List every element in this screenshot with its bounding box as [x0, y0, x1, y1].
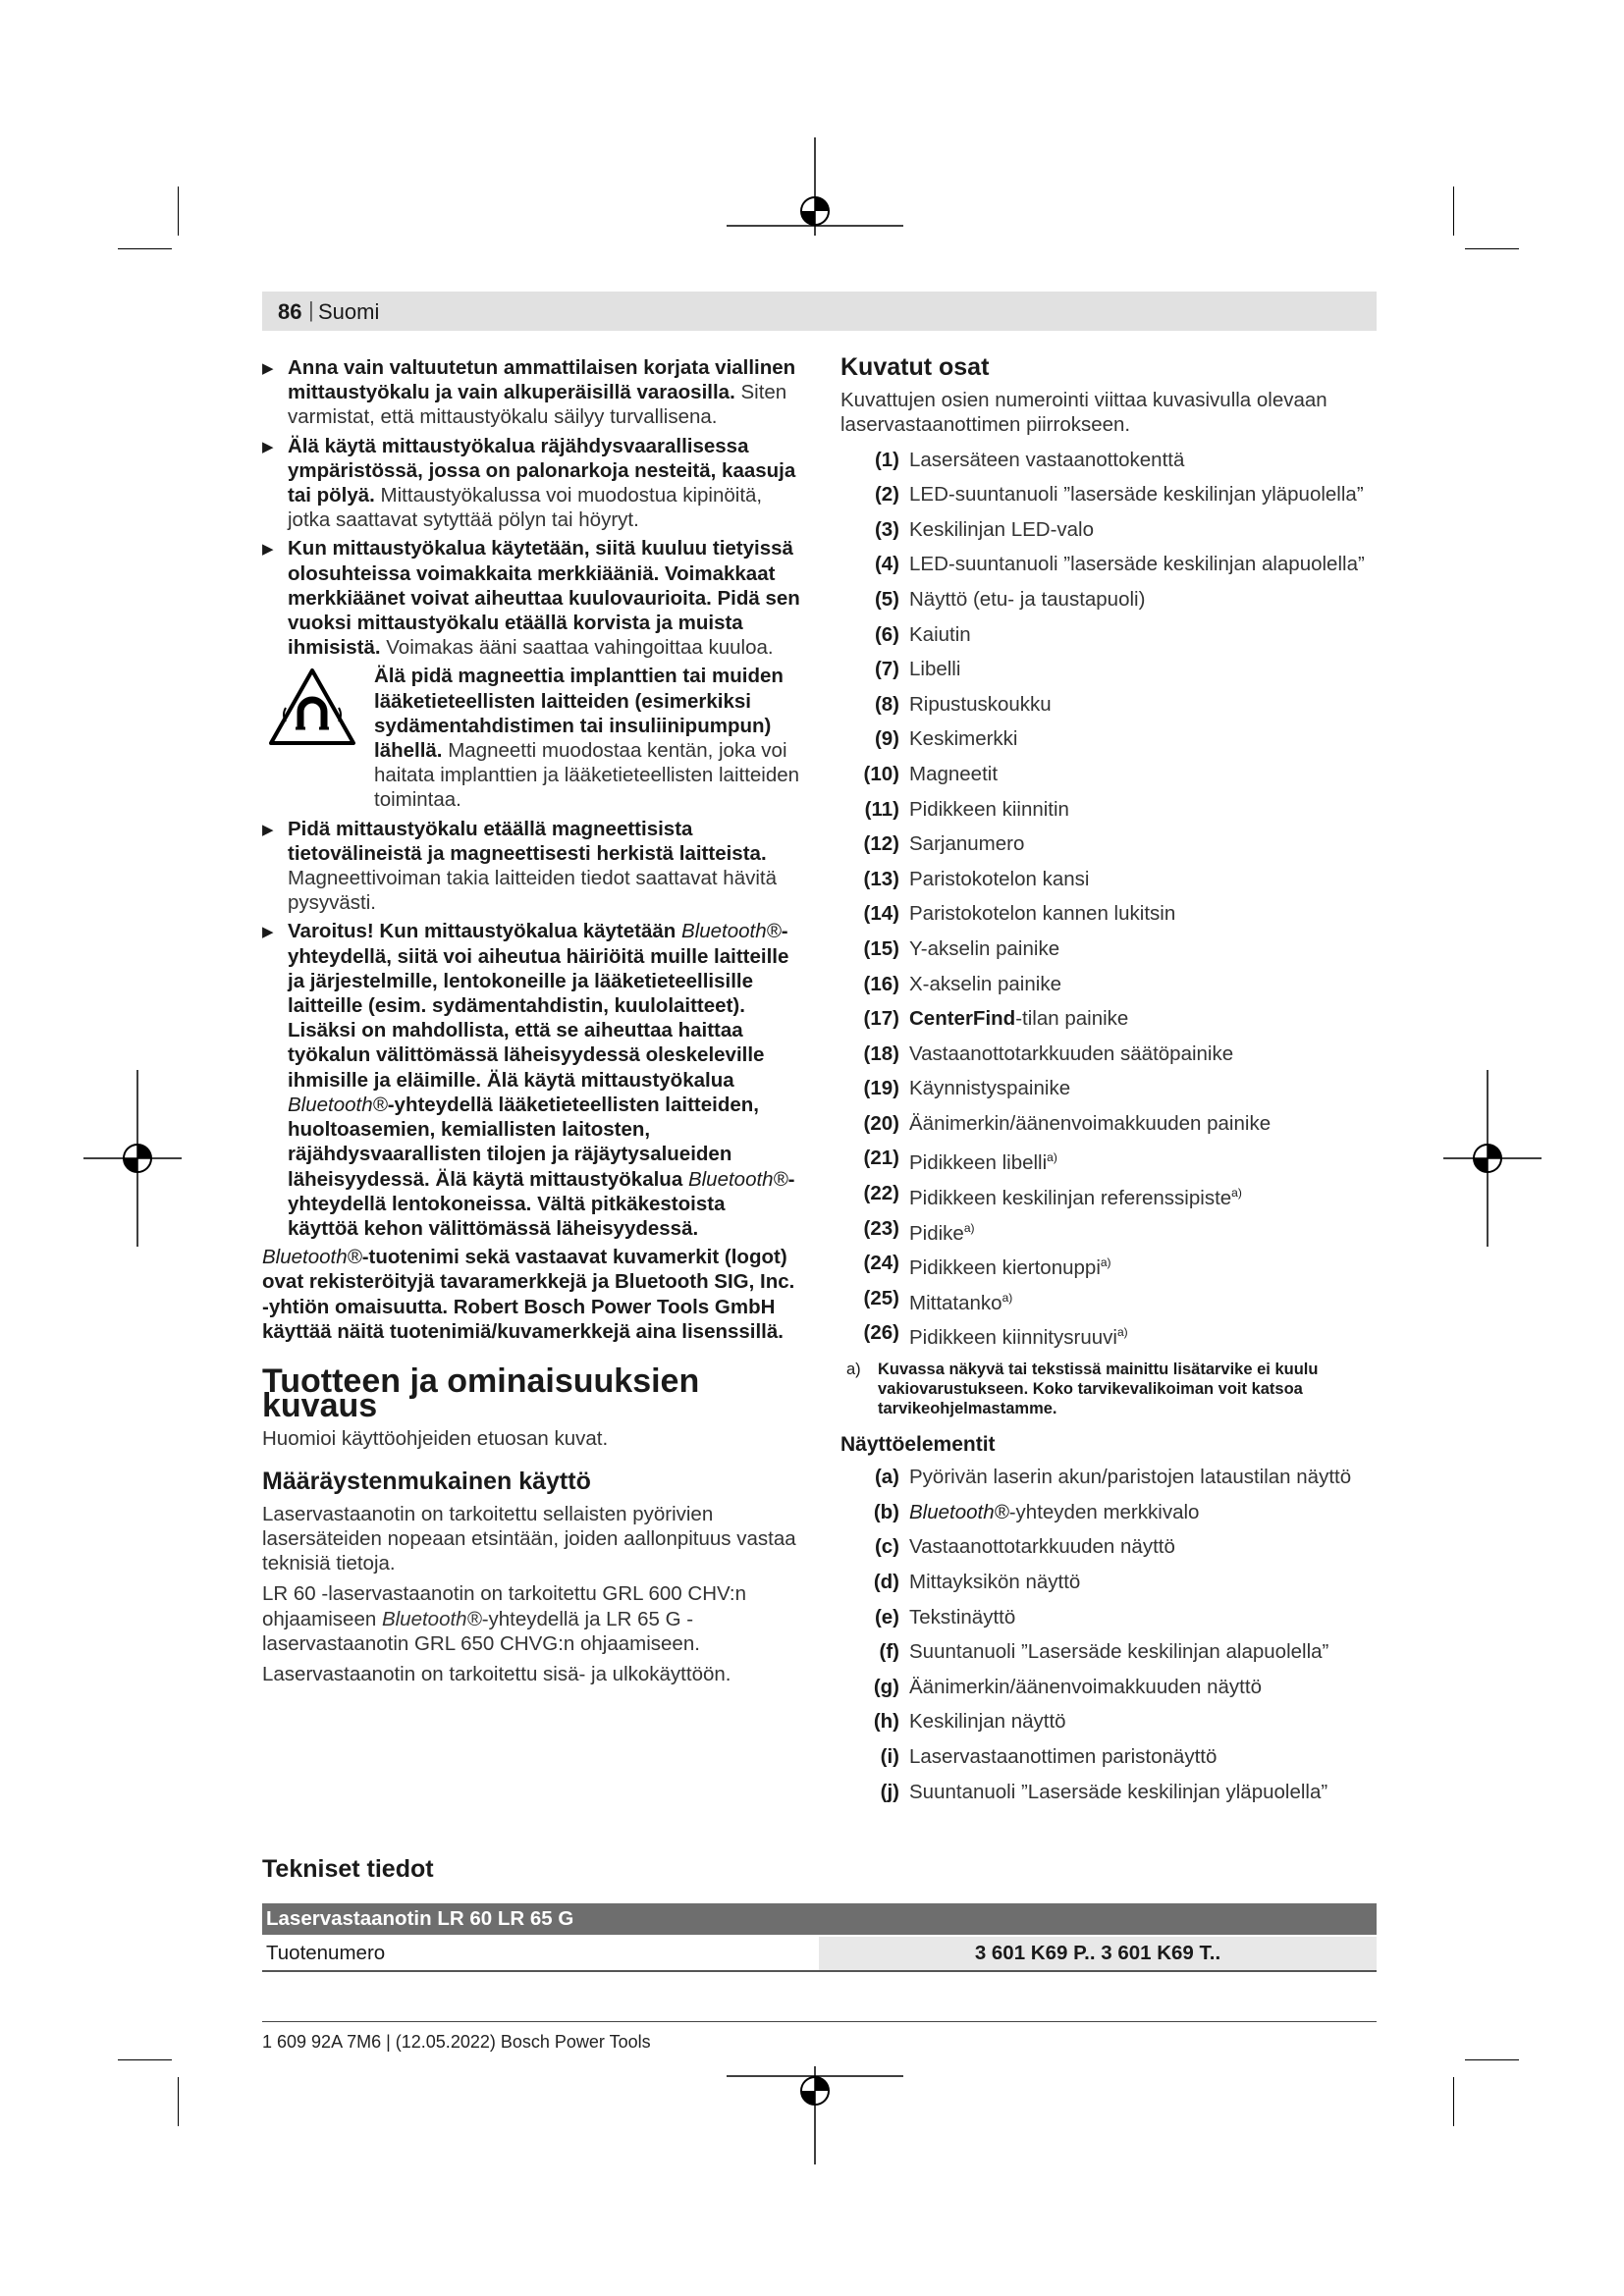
part-item	[840, 1006, 1377, 1041]
part-item	[840, 657, 1377, 692]
part-item	[840, 482, 1377, 517]
bluetooth-term: Bluetooth®	[909, 1500, 1009, 1523]
part-item	[840, 901, 1377, 936]
item-number: (1)	[874, 448, 899, 471]
display-item	[840, 1570, 1377, 1605]
item-label: Pidikkeen kiinnitin	[909, 797, 1069, 821]
crop-mark	[118, 2059, 172, 2060]
item-number: (d)	[873, 1571, 899, 1594]
tech-title: Tekniset tiedot	[262, 1855, 434, 1883]
bluetooth-term: Bluetooth®	[687, 1167, 788, 1191]
item-label: Mittatanko	[909, 1291, 1002, 1314]
item-number: (20)	[863, 1111, 899, 1135]
item-number: (26)	[863, 1321, 899, 1345]
item-number: (14)	[863, 902, 899, 926]
item-label: Keskilinjan LED-valo	[909, 517, 1095, 541]
item-label: Libelli	[909, 658, 961, 681]
display-item	[840, 1500, 1377, 1535]
display-item	[840, 1639, 1377, 1675]
item-number: (22)	[863, 1182, 899, 1205]
item-number: (25)	[863, 1286, 899, 1309]
part-item	[840, 1216, 1377, 1252]
crop-mark	[1465, 248, 1519, 249]
intended-use-text: -yhteydellä ja LR 65 G -laservastaanotin GRL 650 CHVG:n ohjaamiseen.	[262, 1607, 700, 1655]
table-row	[262, 1937, 1377, 1972]
bluetooth-warning	[262, 919, 800, 1241]
display-item	[840, 1675, 1377, 1710]
warning-text: Magneetti muodostaa kentän, joka voi haitata implanttien ja lääketieteellisten laitteiden toimintaa.	[374, 739, 800, 812]
safety-bullet	[262, 355, 800, 430]
item-number: (c)	[874, 1535, 899, 1559]
item-number: (e)	[874, 1605, 899, 1629]
part-item	[840, 867, 1377, 902]
page-number: 86	[278, 299, 302, 324]
crop-mark	[178, 187, 179, 236]
intended-use-text: LR 60 -laservastaanotin on tarkoitettu GRL 600 CHV:n ohjaamiseen	[262, 1582, 747, 1630]
item-label: Pidikkeen kiertonuppi	[909, 1256, 1101, 1280]
part-item	[840, 552, 1377, 587]
bt-warning-text: Varoitus! Kun mittaustyökalua käytetään	[288, 920, 682, 943]
item-number: (5)	[874, 587, 899, 611]
part-item	[840, 936, 1377, 972]
part-item	[840, 692, 1377, 727]
item-label: Äänimerkin/äänenvoimakkuuden näyttö	[909, 1675, 1262, 1698]
item-number: (j)	[880, 1780, 899, 1803]
safety-bullet	[262, 434, 800, 533]
crop-mark	[1465, 2059, 1519, 2060]
item-number: (h)	[873, 1710, 899, 1734]
item-number: (11)	[864, 797, 899, 821]
item-number: (f)	[879, 1640, 899, 1664]
part-item	[840, 797, 1377, 832]
item-number: (9)	[874, 727, 899, 751]
trademark-notice	[262, 1245, 800, 1344]
safety-bullet	[262, 536, 800, 660]
item-number: (g)	[873, 1675, 899, 1698]
part-item	[840, 1076, 1377, 1111]
item-label: Tekstinäyttö	[909, 1605, 1016, 1629]
part-item	[840, 517, 1377, 553]
item-label: Y-akselin painike	[909, 936, 1060, 960]
parts-title: Kuvatut osat	[840, 353, 990, 381]
bt-warning-text: -yhteydellä, siitä voi aiheutua häiriöitä muille laitteille ja järjestelmille, lentokoneille ja lääketieteellisille laitteille (esim. sydämentahdistin, kuulolaitteet). Lisäksi on mahdollista, että se aiheuttaa haittaa työkalun välittömässä läheisyydessä oleskeleville ihmisille ja eläimille. Älä käytä mittaustyökalua	[288, 920, 789, 1092]
item-label: Lasersäteen vastaanottokenttä	[909, 448, 1185, 471]
bullet-text: Siten varmistat, että mittaustyökalu säilyy turvallisena.	[288, 381, 787, 429]
item-footnote-ref: a)	[1231, 1186, 1242, 1201]
item-label: LED-suuntanuoli ”lasersäde keskilinjan yläpuolella”	[909, 483, 1364, 507]
product-title: Tuotteen ja ominaisuuksien kuvaus	[262, 1362, 700, 1425]
item-number: (19)	[863, 1077, 899, 1100]
part-item	[840, 1111, 1377, 1147]
registration-mark-bottom	[727, 2066, 903, 2164]
part-item	[840, 587, 1377, 622]
part-item	[840, 726, 1377, 762]
intended-use-p2	[262, 1581, 800, 1656]
crop-mark	[1453, 2077, 1454, 2126]
part-item	[840, 448, 1377, 483]
item-label: Pyörivän laserin akun/paristojen lataustilan näyttö	[909, 1466, 1352, 1489]
intended-use-title: Määräystenmukainen käyttö	[262, 1467, 591, 1495]
crop-mark	[1453, 187, 1454, 236]
bullet-bold: Kun mittaustyökalua käytetään, siitä kuuluu tietyissä olosuhteissa voimakkaita merkkiääniä. Voimakkaat merkkiäänet voivat aiheuttaa kuulovaurioita. Pidä sen vuoksi mittaustyökalu etäällä korvista ja muista ihmisistä.	[288, 537, 800, 660]
item-label: Keskilinjan näyttö	[909, 1710, 1066, 1734]
item-number: (13)	[863, 867, 899, 890]
item-label: Suuntanuoli ”Lasersäde keskilinjan alapuolella”	[909, 1640, 1329, 1664]
footnote	[840, 1360, 1377, 1418]
item-label: -yhteyden merkkivalo	[1008, 1500, 1200, 1523]
item-number: (8)	[874, 692, 899, 716]
item-label: Mittayksikön näyttö	[909, 1571, 1081, 1594]
item-number: (21)	[863, 1147, 899, 1170]
part-item	[840, 762, 1377, 797]
table-row-value: 3 601 K69 P.. 3 601 K69 T..	[819, 1937, 1377, 1970]
item-label: Käynnistyspainike	[909, 1077, 1071, 1100]
item-number: (18)	[863, 1041, 899, 1065]
parts-list	[840, 448, 1377, 1356]
item-number: (15)	[863, 936, 899, 960]
item-number: (16)	[863, 972, 899, 995]
item-number: (a)	[874, 1466, 899, 1489]
display-item	[840, 1465, 1377, 1500]
bluetooth-term: Bluetooth®	[381, 1607, 482, 1630]
item-label: Pidikkeen libelli	[909, 1151, 1048, 1175]
part-item	[840, 1286, 1377, 1321]
bullet-bold: Anna vain valtuutetun ammattilaisen korjata viallinen mittaustyökalu ja vain alkuperäisillä varaosilla.	[288, 356, 796, 404]
display-title: Näyttöelementit	[840, 1433, 996, 1457]
bullet-bold: Pidä mittaustyökalu etäällä magneettisista tietovälineistä ja magneettisesti herkistä laitteista.	[288, 817, 767, 865]
table-header	[262, 1903, 1377, 1935]
item-number: (i)	[880, 1745, 899, 1768]
display-item	[840, 1744, 1377, 1780]
item-number: (b)	[873, 1500, 899, 1523]
left-column	[262, 355, 800, 1692]
magnet-warning-icon	[268, 667, 356, 746]
item-label: Kaiutin	[909, 622, 971, 646]
item-label: Sarjanumero	[909, 832, 1025, 856]
item-label: Vastaanottotarkkuuden säätöpainike	[909, 1041, 1234, 1065]
display-item	[840, 1780, 1377, 1815]
display-item	[840, 1709, 1377, 1744]
bullet-text: Magneettivoiman takia laitteiden tiedot saattavat hävitä pysyvästi.	[288, 867, 777, 915]
item-footnote-ref: a)	[1001, 1290, 1013, 1305]
item-label: Keskimerkki	[909, 727, 1018, 751]
bt-warning-text: -yhteydellä lääketieteellisten laitteiden, huoltoasemien, kemiallisten laitosten, räjähdysvaarallisten tilojen ja räjäytysalueiden läheisyydessä. Älä käytä mittaustyökalua	[288, 1093, 759, 1191]
bullet-bold: Älä käytä mittaustyökalua räjähdysvaarallisessa ympäristössä, jossa on palonarkoja nesteitä, kaasuja tai pölyä.	[288, 434, 796, 507]
bt-warning-text: -yhteydellä lentokoneissa. Vältä pitkäkestoista käyttöä kehon välittömässä läheisyydessä.	[288, 1167, 795, 1240]
trademark-text: -tuotenimi sekä vastaavat kuvamerkit (logot) ovat rekisteröityjä tavaramerkkejä ja Bluetooth SIG, Inc. -yhtiön omaisuutta. Robert Bosch Power Tools GmbH käyttää näitä tuotenimiä/kuvamerkkejä aina lisenssillä.	[262, 1246, 795, 1343]
item-number: (3)	[874, 517, 899, 541]
item-footnote-ref: a)	[963, 1220, 975, 1235]
page-footer: 1 609 92A 7M6 | (12.05.2022) Bosch Power Tools	[262, 2032, 651, 2052]
intended-use-p1: Laservastaanotin on tarkoitettu sellaisten pyörivien lasersäteiden nopeaan etsintään, joiden aallonpituus vastaa teknisiä tietoja.	[262, 1502, 796, 1575]
item-footnote-ref: a)	[1100, 1255, 1111, 1270]
item-number: (10)	[863, 762, 899, 785]
header-separator: |	[308, 297, 314, 322]
bluetooth-term: Bluetooth®	[288, 1093, 388, 1116]
registration-mark-right	[1443, 1070, 1542, 1247]
item-label: Näyttö (etu- ja taustapuoli)	[909, 587, 1146, 611]
table-row-label: Tuotenumero	[266, 1942, 386, 1964]
item-number: (6)	[874, 622, 899, 646]
product-intro: Huomioi käyttöohjeiden etuosan kuvat.	[262, 1427, 609, 1451]
magnet-warning	[262, 664, 800, 812]
item-label: Paristokotelon kansi	[909, 867, 1090, 890]
display-item	[840, 1605, 1377, 1640]
item-label: Pidikkeen kiinnitysruuvi	[909, 1326, 1117, 1350]
footnote-label: a)	[846, 1361, 861, 1379]
display-list	[840, 1465, 1377, 1814]
item-label: Ripustuskoukku	[909, 692, 1052, 716]
item-number: (12)	[863, 832, 899, 856]
item-label: LED-suuntanuoli ”lasersäde keskilinjan alapuolella”	[909, 553, 1365, 576]
table-header-text: Laservastaanotin LR 60 LR 65 G	[266, 1907, 574, 1930]
item-label: Äänimerkin/äänenvoimakkuuden painike	[909, 1111, 1272, 1135]
bluetooth-term: Bluetooth®	[681, 920, 782, 943]
intended-use-p3: Laservastaanotin on tarkoitettu sisä- ja ulkokäyttöön.	[262, 1662, 731, 1685]
part-item	[840, 1320, 1377, 1356]
part-item	[840, 1041, 1377, 1077]
item-number: (17)	[863, 1007, 899, 1031]
item-label: Pidikkeen keskilinjan referenssipiste	[909, 1186, 1232, 1209]
footer-divider	[262, 2021, 1377, 2022]
item-label: -tilan painike	[1015, 1007, 1129, 1031]
item-label: Paristokotelon kannen lukitsin	[909, 902, 1176, 926]
crop-mark	[118, 248, 172, 249]
crop-mark	[178, 2077, 179, 2126]
bullet-text: Mittaustyökalussa voi muodostua kipinöitä, jotka saattavat sytyttää pölyn tai höyryt.	[288, 484, 763, 532]
registration-mark-top	[727, 137, 903, 236]
item-footnote-ref: a)	[1116, 1325, 1128, 1340]
item-number: (23)	[863, 1216, 899, 1240]
header-language: Suomi	[318, 299, 380, 324]
item-number: (4)	[874, 553, 899, 576]
item-label: Magneetit	[909, 762, 999, 785]
display-item	[840, 1534, 1377, 1570]
item-label: Suuntanuoli ”Lasersäde keskilinjan yläpuolella”	[909, 1780, 1328, 1803]
right-column	[840, 355, 1377, 1814]
part-item	[840, 1251, 1377, 1286]
bullet-text: Voimakas ääni saattaa vahingoittaa kuuloa.	[380, 636, 774, 660]
part-item	[840, 831, 1377, 867]
part-item	[840, 1181, 1377, 1216]
item-footnote-ref: a)	[1047, 1150, 1057, 1165]
item-number: (2)	[874, 483, 899, 507]
part-item	[840, 622, 1377, 658]
parts-intro: Kuvattujen osien numerointi viittaa kuvasivulla olevaan laservastaanottimen piirrokseen.	[840, 389, 1327, 437]
item-label: X-akselin painike	[909, 972, 1061, 995]
item-number: (7)	[874, 658, 899, 681]
item-label: Laservastaanottimen paristonäyttö	[909, 1745, 1218, 1768]
item-number: (24)	[863, 1252, 899, 1275]
footnote-text: Kuvassa näkyvä tai tekstissä mainittu lisätarvike ei kuulu vakiovarustukseen. Koko tarvikevalikoiman voit katsoa tarvikeohjelmastamme.	[878, 1361, 1319, 1418]
warning-bold: Älä pidä magneettia implanttien tai muiden lääketieteellisten laitteiden (esimerkiksi sydämentahdistimen tai insuliinipumpun) lähellä.	[374, 665, 784, 763]
part-item	[840, 1146, 1377, 1181]
bluetooth-term: Bluetooth®	[262, 1246, 362, 1269]
item-bold-prefix: CenterFind	[909, 1007, 1016, 1031]
page-header	[262, 292, 1377, 331]
item-label: Vastaanottotarkkuuden näyttö	[909, 1535, 1175, 1559]
registration-mark-left	[83, 1070, 182, 1247]
part-item	[840, 972, 1377, 1007]
item-label: Pidike	[909, 1221, 964, 1245]
safety-bullet	[262, 817, 800, 916]
